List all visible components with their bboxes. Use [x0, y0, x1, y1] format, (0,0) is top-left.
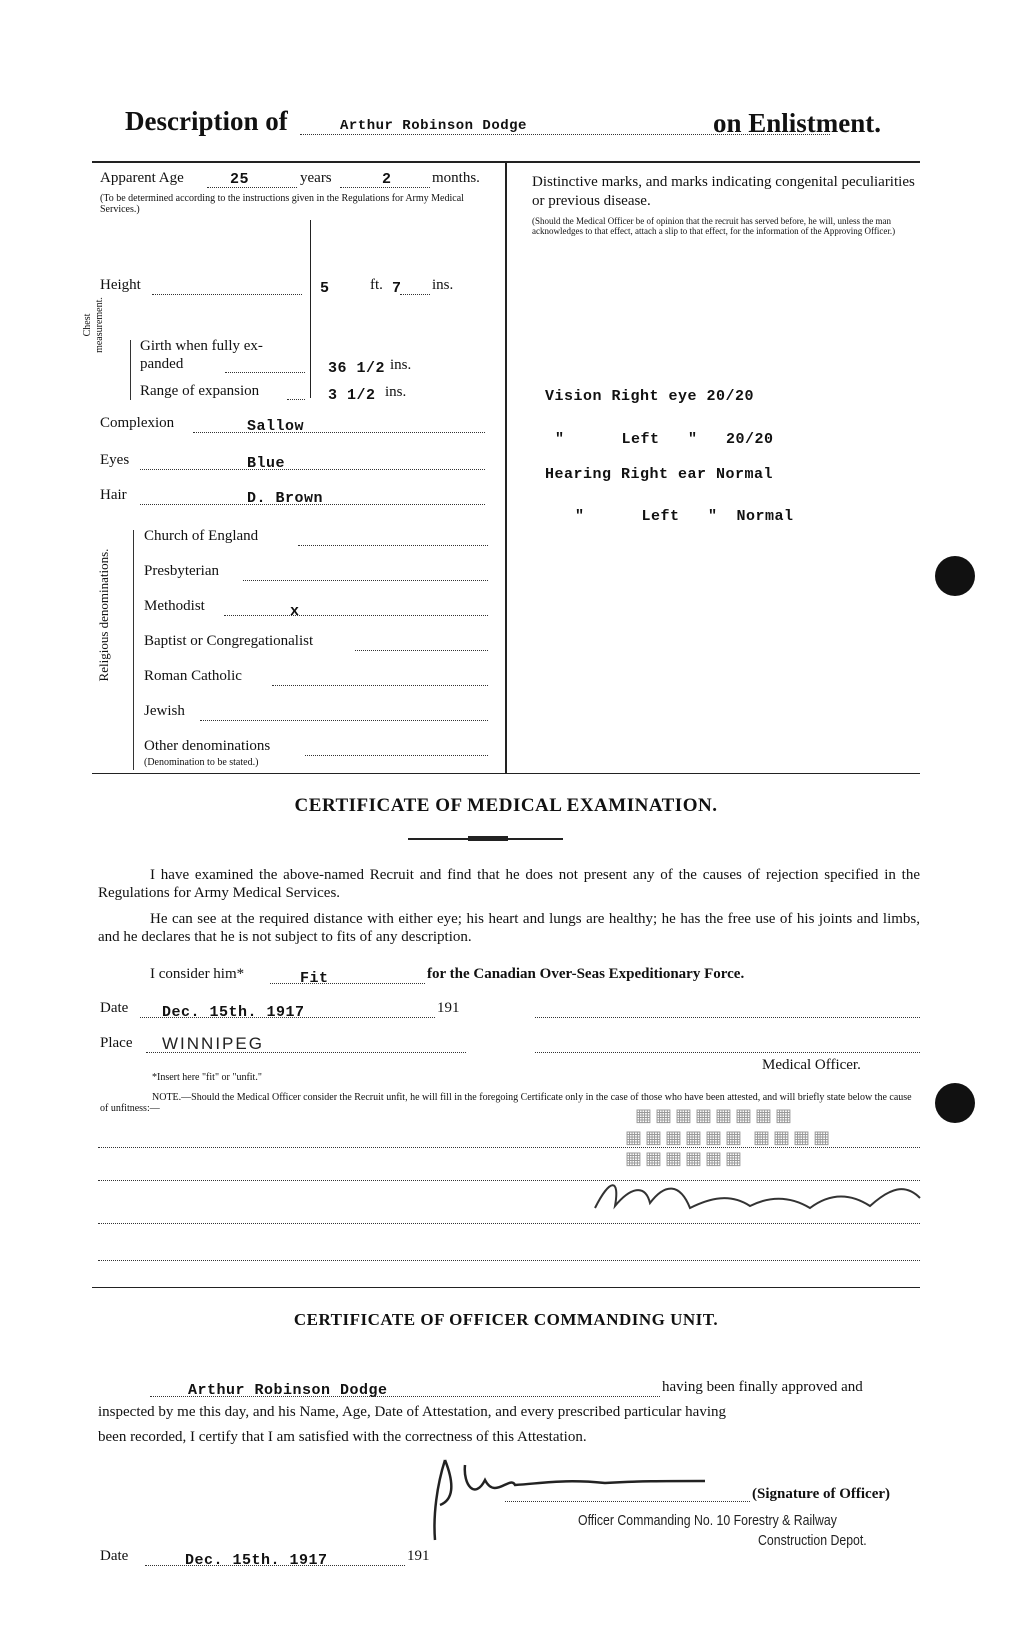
- commanding-date-suffix: 191: [407, 1548, 430, 1564]
- religion-other: Other denominations: [144, 738, 271, 754]
- medical-note: NOTE.—Should the Medical Officer consider the Recruit unfit, he will fill in the foregoing Certificate only in the case of those who have been attested, and will briefly state below the cause of unfitness:—: [100, 1092, 912, 1114]
- commanding-title: CERTIFICATE OF OFFICER COMMANDING UNIT.: [293, 1310, 719, 1329]
- medical-date-value: Dec. 15th. 1917: [162, 1004, 305, 1021]
- medical-title-rule-bold: [468, 836, 508, 841]
- religion-jewish: Jewish: [144, 703, 185, 719]
- header: [125, 100, 905, 140]
- religion-presbyterian: Presbyterian: [144, 563, 219, 579]
- vision-right: Vision Right eye 20/20: [545, 388, 755, 405]
- commanding-name: Arthur Robinson Dodge: [188, 1382, 388, 1399]
- consider-label: I consider him*: [150, 966, 245, 982]
- religion-baptist: Baptist or Congregationalist: [144, 633, 314, 649]
- hair-value: D. Brown: [247, 490, 324, 507]
- commanding-line3: been recorded, I certify that I am satisfied with the correctness of this Attestation.: [98, 1429, 587, 1445]
- commanding-date-label: Date: [100, 1548, 129, 1564]
- hair-label: Hair: [100, 487, 127, 503]
- mobilization-stamp: ▦▦▦▦▦▦▦▦ ▦▦▦▦▦▦ ▦▦▦▦ ▦▦▦▦▦▦: [625, 1105, 850, 1168]
- hearing-right: Hearing Right ear Normal: [545, 466, 774, 483]
- complexion-label: Complexion: [100, 415, 175, 431]
- ft-label: ft.: [370, 277, 383, 293]
- other-note: (Denomination to be stated.): [144, 757, 259, 768]
- header-prefix: Description of: [125, 106, 288, 136]
- section-rule-2: [92, 1287, 920, 1288]
- religion-roman-catholic: Roman Catholic: [144, 668, 242, 684]
- religion-methodist: Methodist: [144, 598, 205, 614]
- medical-officer-label: Medical Officer.: [762, 1057, 861, 1073]
- age-label: Apparent Age: [100, 170, 184, 186]
- section-rule: [92, 773, 920, 774]
- eyes-label: Eyes: [100, 452, 130, 468]
- commanding-line1-suffix: having been finally approved and: [662, 1379, 863, 1395]
- marks-note: (Should the Medical Officer be of opinion that the recruit has served before, he will, unless the man acknowledges to that effect, attach a slip to that effect, for the information of the Approving Officer.): [532, 216, 896, 236]
- chest-brace: [130, 340, 137, 400]
- eyes-value: Blue: [247, 455, 286, 472]
- commanding-officer-signature: [415, 1445, 755, 1545]
- place-label: Place: [100, 1035, 133, 1051]
- insert-note: *Insert here "fit" or "unfit.": [152, 1072, 262, 1083]
- measure-divider: [310, 220, 311, 398]
- height-label: Height: [100, 277, 141, 293]
- consider-suffix: for the Canadian Over-Seas Expeditionary Force.: [427, 966, 745, 982]
- range-unit: ins.: [385, 384, 407, 400]
- hearing-left: " Left " Normal: [575, 508, 794, 525]
- medical-date-suffix: 191: [437, 1000, 460, 1016]
- vision-left: " Left " 20/20: [555, 431, 774, 448]
- religion-church-of-england: Church of England: [144, 528, 259, 544]
- height-ft: 5: [320, 280, 330, 297]
- girth-value: 36 1/2: [328, 360, 386, 377]
- ins-label: ins.: [432, 277, 454, 293]
- methodist-mark: x: [290, 603, 300, 620]
- months-label: months.: [432, 170, 480, 186]
- years-label: years: [300, 170, 332, 186]
- oc-stamp-line1: Officer Commanding No. 10 Forestry & Railway: [578, 1512, 837, 1529]
- commanding-line2: inspected by me this day, and his Name, Age, Date of Attestation, and every prescribed particular having: [98, 1404, 727, 1420]
- marks-title: Distinctive marks, and marks indicating congenital peculiarities or previous disease.: [532, 174, 915, 209]
- age-months: 2: [382, 171, 392, 188]
- religion-side-label: Religious denominations.: [96, 548, 111, 682]
- column-divider: [505, 161, 507, 773]
- girth-label-1: Girth when fully ex-: [140, 338, 263, 354]
- header-suffix: on Enlistment.: [713, 108, 882, 138]
- header-name: Arthur Robinson Dodge: [340, 118, 527, 134]
- medical-title: CERTIFICATE OF MEDICAL EXAMINATION.: [294, 795, 718, 816]
- commanding-date-value: Dec. 15th. 1917: [185, 1552, 328, 1569]
- medical-para2: He can see at the required distance with either eye; his heart and lungs are healthy; he has the free use of his joints and limbs, and he declares that he is not subject to fits of any description.: [98, 911, 920, 945]
- complexion-value: Sallow: [247, 418, 305, 435]
- punch-hole: [935, 556, 975, 596]
- consider-value: Fit: [300, 970, 329, 987]
- range-value: 3 1/2: [328, 387, 376, 404]
- girth-unit: ins.: [390, 357, 412, 373]
- age-note: (To be determined according to the instructions given in the Regulations for Army Medical Services.): [100, 193, 464, 215]
- religion-brace: [133, 530, 140, 770]
- age-years: 25: [230, 171, 250, 188]
- signature-label: (Signature of Officer): [752, 1486, 891, 1502]
- place-value: WINNIPEG: [162, 1034, 264, 1053]
- chest-side-label: Chest measurement.: [82, 297, 105, 353]
- girth-label-2: panded: [140, 356, 184, 372]
- range-label: Range of expansion: [140, 383, 260, 399]
- medical-officer-signature: [590, 1168, 930, 1228]
- oc-stamp-line2: Construction Depot.: [758, 1532, 867, 1549]
- medical-date-label: Date: [100, 1000, 129, 1016]
- medical-para1: I have examined the above-named Recruit and find that he does not present any of the causes of rejection specified in the Regulations for Army Medical Services.: [98, 867, 920, 901]
- height-ins: 7: [392, 280, 402, 297]
